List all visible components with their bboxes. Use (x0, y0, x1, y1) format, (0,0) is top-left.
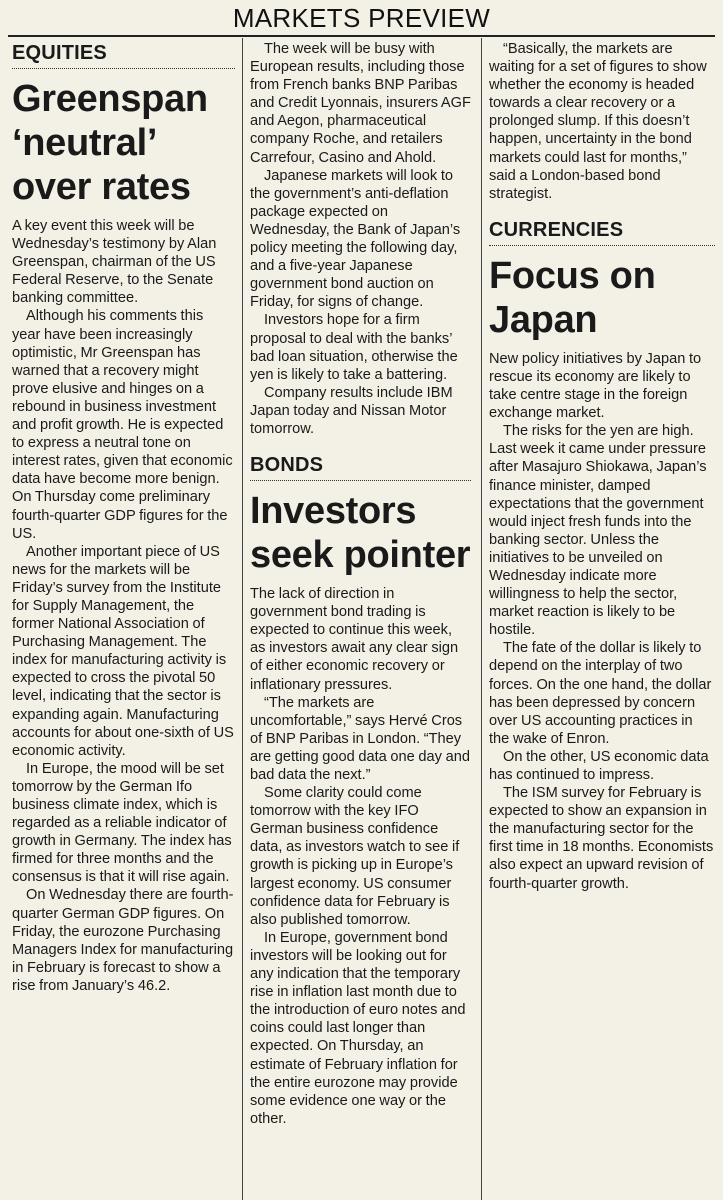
article-paragraph: The risks for the yen are high. Last week it came under pressure after Masajuro Shiokawa, Japan’s finance minister, damped expectations that the government would inject fresh funds into the banking sector. Unless the initiatives to be unveiled on Wednesday indicate more willingness to help the sector, market reaction is likely to be hostile. (489, 423, 707, 639)
article-paragraph: In Europe, government bond investors will be looking out for any indication that the temporary rise in inflation last month due to the introduction of euro notes and coins could last longer than expected. On Thursday, an estimate of February inflation for the entire eurozone may provide some evidence one way or the other. (250, 929, 466, 1127)
headline-line: ‘neutral’ (12, 122, 158, 164)
article-paragraph: Another important piece of US news for the markets will be Friday’s survey from the Institute for Supply Management, the former National Association of Purchasing Management. The index for manufacturing activity is expected to cross the pivotal 50 level, indicating that the sector is expanding again. Manufacturing accounts for about one-sixth of US economic activity. (12, 543, 234, 759)
article-paragraph: The week will be busy with European results, including those from French banks BNP Paribas and Credit Lyonnais, insurers AGF and Aegon, pharmaceutical company Roche, and retailers Carrefour, Casino and Ahold. (250, 41, 471, 166)
headline-currencies (489, 254, 715, 342)
spacer (250, 438, 471, 452)
column-1 (12, 40, 235, 1200)
article-paragraph: The ISM survey for February is expected to show an expansion in the manufacturing sector for the first time in 18 months. Economists also expect an upward revision of fourth-quarter growth. (489, 785, 714, 892)
column-3 (489, 40, 715, 1200)
section-label-currencies: CURRENCIES (489, 217, 715, 246)
column-divider (481, 38, 482, 1200)
article-paragraph: A key event this week will be Wednesday’s testimony by Alan Greenspan, chairman of the US Federal Reserve, to the Senate banking committee. (12, 218, 217, 307)
headline-line: seek pointer (250, 534, 471, 577)
headline-equities (12, 77, 235, 209)
article-paragraph: On Wednesday there are fourth-quarter German GDP figures. On Friday, the eurozone Purchasing Managers Index for manufacturing in February is forecast to show a rise from January’s 46.2. (12, 887, 234, 994)
headline-line: Japan (489, 298, 598, 341)
article-paragraph: On the other, US economic data has continued to impress. (489, 748, 709, 783)
headline-line: Greenspan (12, 78, 208, 120)
article-paragraph: Company results include IBM Japan today and Nissan Motor tomorrow. (250, 384, 453, 437)
headline-line: over rates (12, 166, 191, 208)
article-paragraph: Although his comments this year have been increasingly optimistic, Mr Greenspan has warned that a recovery might prove elusive and hinges on a rebound in business investment and profit growth. He is expected to express a neutral tone on interest rates, given that economic data have become more benign. On Thursday come preliminary fourth-quarter GDP figures for the US. (12, 308, 233, 542)
header-rule (8, 35, 715, 37)
spacer (489, 203, 715, 217)
article-paragraph: In Europe, the mood will be set tomorrow by the German Ifo business climate index, which is regarded as a reliable indicator of growth in Germany. The index has firmed for three months and the consensus is that it will rise again. (12, 760, 232, 886)
headline-line: Focus on (489, 254, 656, 297)
article-paragraph: New policy initiatives by Japan to rescue its economy are likely to take centre stage in the foreign exchange market. (489, 350, 702, 422)
article-paragraph: Investors hope for a firm proposal to deal with the banks’ bad loan situation, otherwise the yen is likely to take a battering. (250, 312, 458, 383)
article-paragraph: The fate of the dollar is likely to depend on the interplay of two forces. On the one hand, the dollar has been depressed by concern over US accounting practices in the wake of Enron. (489, 640, 712, 747)
column-2 (250, 40, 471, 1200)
column-divider (242, 38, 243, 1200)
headline-bonds (250, 489, 471, 577)
section-label-bonds: BONDS (250, 452, 471, 481)
article-paragraph: Japanese markets will look to the government’s anti-deflation package expected on Wednesday, the Bank of Japan’s policy meeting the following day, and a five-year Japanese government bond auction on Friday, for signs of change. (250, 167, 461, 311)
page-header-title: MARKETS PREVIEW (232, 3, 491, 33)
article-paragraph: Some clarity could come tomorrow with the key IFO German business confidence data, as investors watch to see if growth is picking up in Europe’s largest economy. US consumer confidence data for February is also published tomorrow. (250, 785, 460, 928)
headline-line: Investors (250, 490, 417, 533)
article-paragraph: The lack of direction in government bond trading is expected to continue this week, as investors await any clear sign of either economic recovery or inflationary pressures. (250, 586, 459, 693)
section-label-equities: EQUITIES (12, 40, 235, 69)
article-paragraph: “The markets are uncomfortable,” says Hervé Cros of BNP Paribas in London. “They are getting good data one day and bad data the next.” (250, 694, 470, 783)
article-paragraph: “Basically, the markets are waiting for a set of figures to show whether the economy is headed towards a clear recovery or a prolonged slump. If this doesn’t happen, uncertainty in the bond markets could last for months,” said a London-based bond strategist. (489, 41, 707, 202)
